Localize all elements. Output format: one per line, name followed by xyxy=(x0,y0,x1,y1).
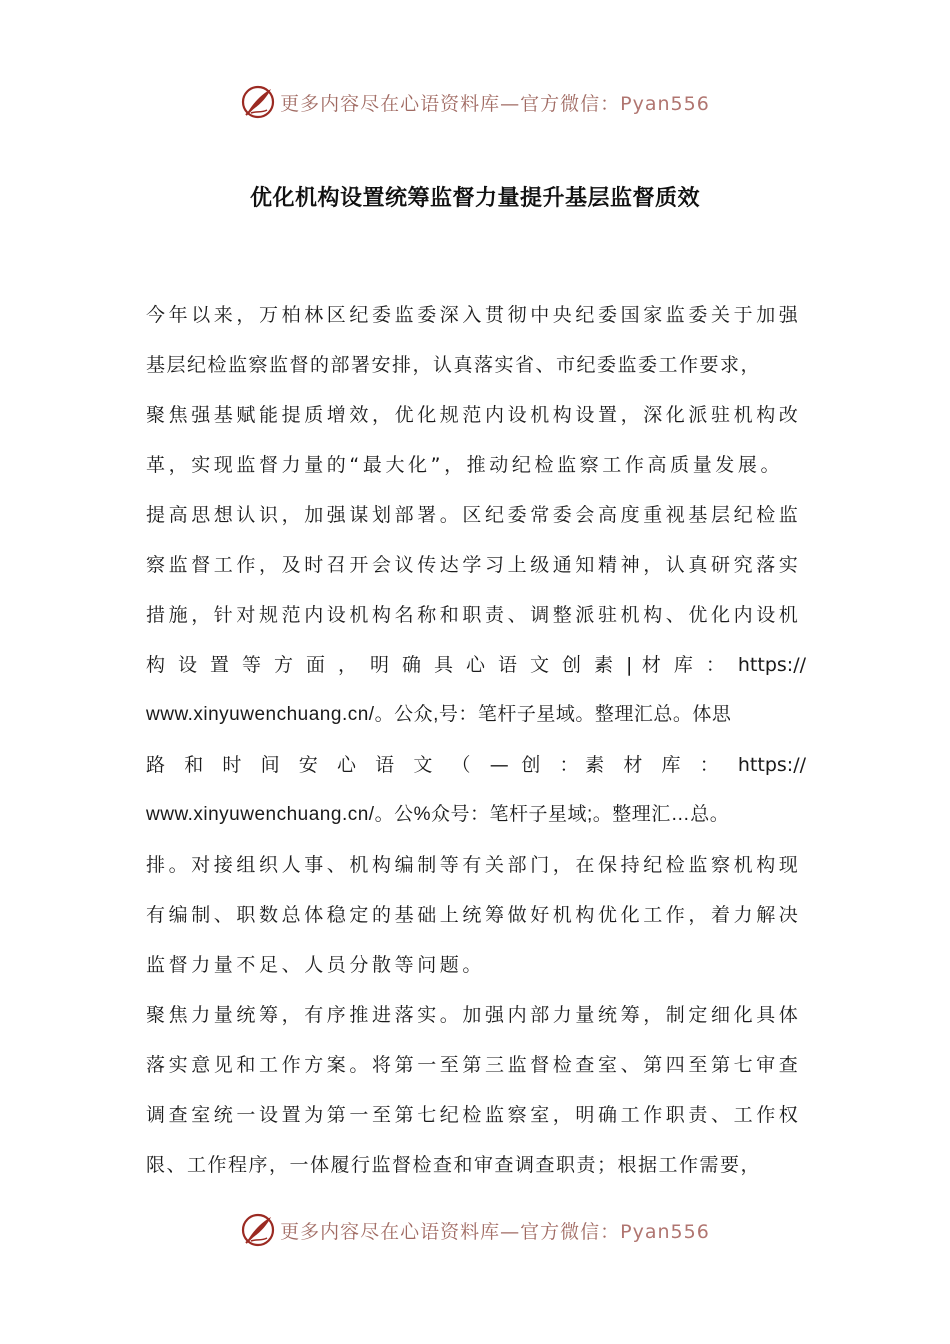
body-line: 提高思想认识，加强谋划部署。区纪委常委会高度重视基层纪检监 xyxy=(146,504,802,526)
document-body xyxy=(146,290,806,1190)
footer-banner xyxy=(0,1210,950,1250)
banner-text xyxy=(280,89,710,116)
banner-text xyxy=(280,1217,710,1244)
body-line: 今年以来，万柏林区纪委监委深入贯彻中央纪委国家监委关于加强 xyxy=(146,304,802,326)
quill-pen-logo-icon xyxy=(240,1212,276,1248)
banner-prefix: 更多内容尽在心语资料库—官方微信： xyxy=(280,92,621,115)
body-line: 构 设 置 等 方 面 ， 明 确 具 心 语 文 创 素 | 材 库 ： https:// xyxy=(146,654,806,676)
body-line: 基层纪检监察监督的部署安排，认真落实省、市纪委监委工作要求， xyxy=(146,354,762,376)
body-line: www.xinyuwenchuang.cn/。公众,号：笔杆子星域。整理汇总。体思 xyxy=(146,704,732,725)
body-line: 察监督工作，及时召开会议传达学习上级通知精神，认真研究落实 xyxy=(146,554,802,576)
banner-prefix: 更多内容尽在心语资料库—官方微信： xyxy=(280,1220,621,1243)
body-line: 革，实现监督力量的“最大化”，推动纪检监察工作高质量发展。 xyxy=(146,454,784,476)
body-line: 聚焦力量统筹，有序推进落实。加强内部力量统筹，制定细化具体 xyxy=(146,1004,802,1026)
banner-wechat-id: Pyan556 xyxy=(620,92,710,115)
body-line: 措施，针对规范内设机构名称和职责、调整派驻机构、优化内设机 xyxy=(146,604,802,626)
body-line: www.xinyuwenchuang.cn/。公%众号：笔杆子星域;。整理汇…总。 xyxy=(146,804,730,825)
banner-wechat-id: Pyan556 xyxy=(620,1220,710,1243)
body-line: 有编制、职数总体稳定的基础上统筹做好机构优化工作，着力解决 xyxy=(146,904,802,926)
body-line: 调查室统一设置为第一至第七纪检监察室，明确工作职责、工作权 xyxy=(146,1104,802,1126)
body-line: 监督力量不足、人员分散等问题。 xyxy=(146,954,486,976)
body-line: 路 和 时 间 安 心 语 文 （ — 创 ：素 材 库 ： https:// xyxy=(146,754,806,776)
body-line: 排。对接组织人事、机构编制等有关部门，在保持纪检监察机构现 xyxy=(146,854,802,876)
body-line: 限、工作程序，一体履行监督检查和审查调查职责；根据工作需要， xyxy=(146,1154,762,1176)
header-banner xyxy=(0,82,950,122)
body-line: 聚焦强基赋能提质增效，优化规范内设机构设置，深化派驻机构改 xyxy=(146,404,802,426)
document-title: 优化机构设置统筹监督力量提升基层监督质效 xyxy=(249,186,700,211)
quill-pen-logo-icon xyxy=(240,84,276,120)
body-line: 落实意见和工作方案。将第一至第三监督检查室、第四至第七审查 xyxy=(146,1054,802,1076)
